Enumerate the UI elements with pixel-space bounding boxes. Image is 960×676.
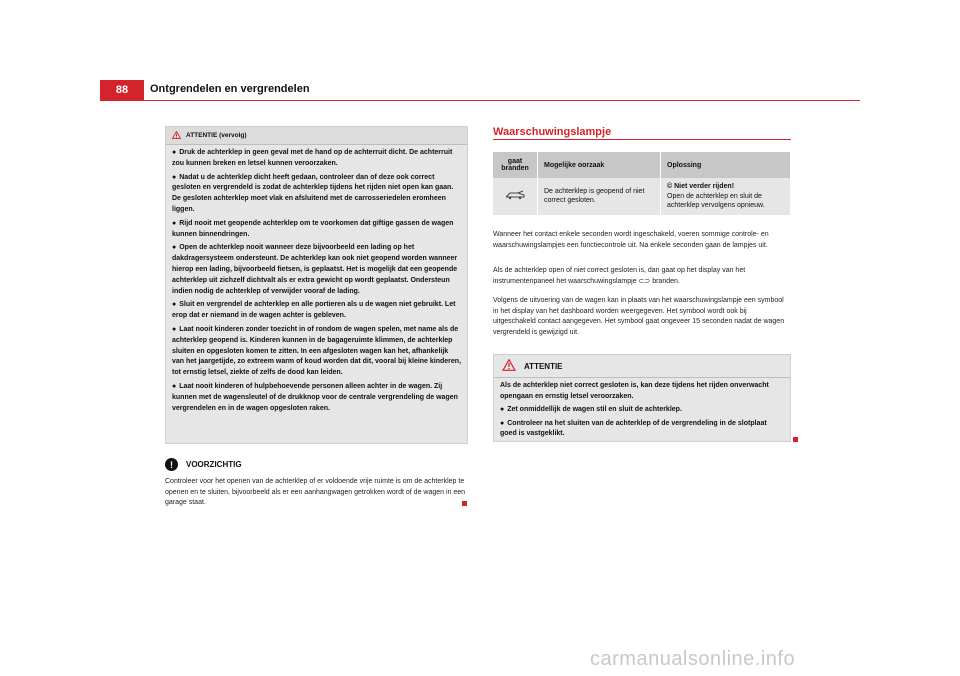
bullet-icon: ● xyxy=(172,173,177,181)
table-row xyxy=(493,178,791,215)
attention-item: ● Zet onmiddellijk de wagen stil en sluit de achterklep. xyxy=(500,405,784,416)
warning-item: ● Laat nooit kinderen zonder toezicht in of rondom de wagen spelen, met name als de achterklep geopend is. Kinderen kunnen in de bagageruimte klimmen, de achterklep sluiten en opgesloten komen te zitten. In een afgesloten wagen kan het, afhankelijk van het jaargetijde, zo extreem warm of koud worden dat dit, vooral bij kleine kinderen, tot ernstig letsel, ziekte of zelfs de dood kan leiden. xyxy=(172,325,462,377)
bullet-icon: ● xyxy=(172,244,177,252)
warning-item: ● Rijd nooit met geopende achterklep om te voorkomen dat giftige gassen de wagen kunnen binnendringen. xyxy=(172,219,454,238)
bullet-icon: ● xyxy=(172,325,177,333)
column-header: Oplossing xyxy=(661,152,791,178)
attention-item: ● Controleer na het sluiten van de achterklep of de vergrendeling in de slotplaat goed is vastgeklikt. xyxy=(500,419,767,437)
caution-block xyxy=(165,458,468,509)
bullet-icon: ● xyxy=(172,301,177,309)
warning-lamp-table xyxy=(493,152,791,215)
solution-cell xyxy=(661,178,791,215)
attention-intro: Als de achterklep niet correct gesloten is, kan deze tijdens het rijden onverwacht opengaan en ernstig letsel veroorzaken. xyxy=(500,382,769,400)
column-header: gaat branden xyxy=(493,152,538,178)
body-paragraph: Wanneer het contact enkele seconden wordt ingeschakeld, voeren sommige controle- en waarschuwingslampjes een functiecontrole uit. Na enkele seconden gaan de lampjes uit. xyxy=(493,231,769,249)
warning-body xyxy=(166,145,467,414)
lamp-cell xyxy=(493,178,538,215)
header-divider xyxy=(100,100,860,101)
solution-header: © Niet verder rijden! xyxy=(667,183,735,190)
caution-header xyxy=(165,458,468,471)
warning-triangle-icon xyxy=(172,131,181,141)
warning-item: ● Sluit en vergrendel de achterklep en alle portieren als u de wagen niet gebruikt. Let erop dat er niemand in de wagen achter is gebleven. xyxy=(172,301,456,320)
warning-item: ● Open de achterklep nooit wanneer deze bijvoorbeeld een lading op het dakdragersysteem ondersteunt. De achterklep kan ook niet geopend worden wanneer hierop een lading, bijvoorbeeld fietsen, is geplaatst. Het is mogelijk dat een geopende achterklep uit zichzelf dichtvalt als er extra gewicht op wordt geplaatst. Ondersteun indien nodig de achterklep of verwijder vooraf de lading. xyxy=(172,244,458,295)
attention-title: ATTENTIE xyxy=(524,361,563,371)
page-number: 88 xyxy=(100,80,144,100)
warning-header xyxy=(166,127,467,145)
warning-item: ● Nadat u de achterklep dicht heeft gedaan, controleer dan of deze ook correct gesloten en vergrendeld is zodat de achterklep tijdens het rijden niet open kan gaan. De gesloten achterklep moet vlak en afsluitend met de carrosseriedelen eromheen liggen. xyxy=(172,173,454,213)
table-header-row xyxy=(493,152,791,178)
warning-triangle-icon xyxy=(502,359,516,373)
attention-header xyxy=(494,355,790,378)
body-paragraph: Als de achterklep open of niet correct gesloten is, dan gaat op het display van het instrumentenpaneel het waarschuwingslampje ⊂⊃ branden. xyxy=(493,267,746,285)
section-divider xyxy=(493,139,791,140)
cause-cell: De achterklep is geopend of niet correct gesloten. xyxy=(538,178,661,215)
warning-box xyxy=(165,126,468,444)
bullet-icon: ● xyxy=(500,406,505,413)
column-header: Mogelijke oorzaak xyxy=(538,152,661,178)
warning-item: ● Druk de achterklep in geen geval met de hand op de achterruit dicht. De achterruit zou kunnen breken en letsel kunnen veroorzaken. xyxy=(172,149,453,167)
caution-text: Controleer voor het openen van de achterklep of er voldoende vrije ruimte is om de achterklep te openen en te sluiten, bijvoorbeeld als er een aanhangwagen getrokken wordt of de wagen in een garage staat. xyxy=(165,478,466,506)
bullet-icon: ● xyxy=(172,149,177,156)
attention-box xyxy=(493,354,791,442)
section-end-marker xyxy=(462,501,467,506)
caution-title: VOORZICHTIG xyxy=(186,460,242,469)
car-tailgate-open-icon xyxy=(504,196,526,203)
warning-header-label: ATTENTIE (vervolg) xyxy=(186,132,247,139)
solution-text: Open de achterklep en sluit de achterklep vervolgens opnieuw. xyxy=(667,192,765,209)
section-title: Waarschuwingslampje xyxy=(493,126,612,138)
warning-item: ● Laat nooit kinderen of hulpbehoevende personen alleen achter in de wagen. Zij kunnen met de wagensleutel of de drukknop voor de centrale vergrendeling de wagen vergrendelen en in de wagen opgesloten raken. xyxy=(172,382,458,412)
bullet-icon: ● xyxy=(172,382,177,390)
watermark: carmanualsonline.info xyxy=(590,648,796,670)
exclamation-circle-icon: ! xyxy=(165,458,178,471)
stop-circle-icon: © xyxy=(667,183,673,190)
attention-body xyxy=(494,378,790,440)
body-paragraph: Volgens de uitvoering van de wagen kan in plaats van het waarschuwingslampje een symbool in het display van het dashboard worden weergegeven. Het symbool wordt ook bij uitgeschakeld contact aangegeven. Het symbool gaat ongeveer 15 seconden nadat de wagen vergrendeld is gewijzigd uit. xyxy=(493,297,785,336)
chapter-title: Ontgrendelen en vergrendelen xyxy=(150,83,310,95)
section-end-marker xyxy=(793,437,798,442)
bullet-icon: ● xyxy=(500,419,505,427)
bullet-icon: ● xyxy=(172,219,177,227)
